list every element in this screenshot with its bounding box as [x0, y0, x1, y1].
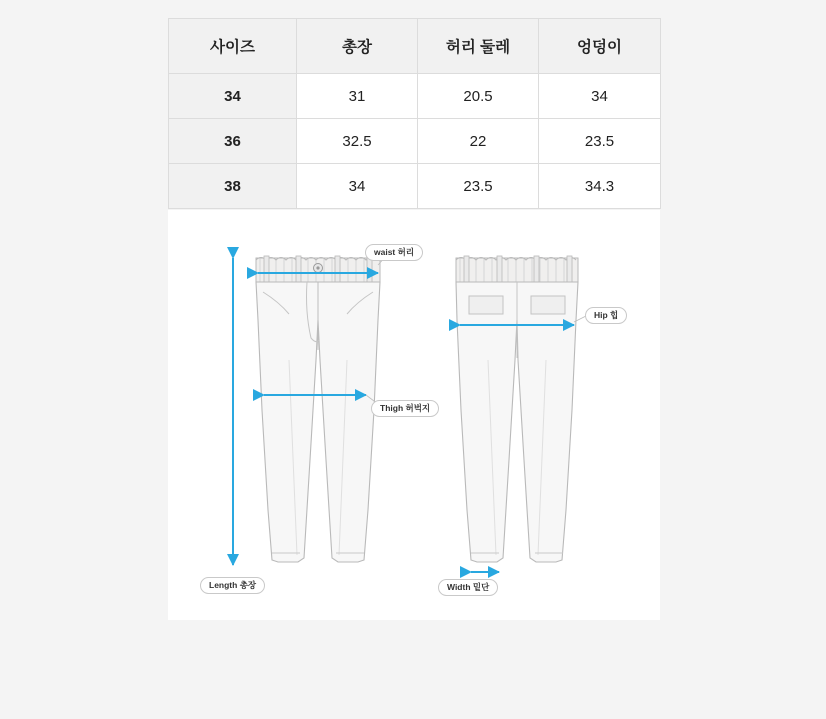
cell-hip: 23.5	[539, 119, 661, 164]
cell-waist: 23.5	[418, 164, 539, 209]
size-table-body	[169, 74, 661, 209]
cell-waist: 20.5	[418, 74, 539, 119]
callout-hip: Hip 힙	[585, 307, 627, 324]
column-header-length: 총장	[297, 19, 418, 74]
table-row	[169, 119, 661, 164]
measurement-diagram	[168, 210, 660, 620]
table-header-row	[169, 19, 661, 74]
column-header-hip: 엉덩이	[539, 19, 661, 74]
pants-back-view	[456, 256, 578, 562]
cell-length: 34	[297, 164, 418, 209]
cell-length: 32.5	[297, 119, 418, 164]
cell-hip: 34.3	[539, 164, 661, 209]
cell-size: 34	[169, 74, 297, 119]
size-guide-panel	[168, 18, 660, 620]
cell-size: 36	[169, 119, 297, 164]
size-table-head	[169, 19, 661, 74]
callout-width: Width 밑단	[438, 579, 498, 596]
table-row	[169, 74, 661, 119]
cell-size: 38	[169, 164, 297, 209]
column-header-size: 사이즈	[169, 19, 297, 74]
cell-hip: 34	[539, 74, 661, 119]
cell-length: 31	[297, 74, 418, 119]
size-table	[168, 18, 661, 209]
callout-thigh: Thigh 허벅지	[371, 400, 439, 417]
callout-length: Length 총장	[200, 577, 265, 594]
cell-waist: 22	[418, 119, 539, 164]
callout-waist: waist 허리	[365, 244, 423, 261]
table-row	[169, 164, 661, 209]
pants-front-view	[256, 256, 380, 562]
column-header-waist: 허리 둘레	[418, 19, 539, 74]
